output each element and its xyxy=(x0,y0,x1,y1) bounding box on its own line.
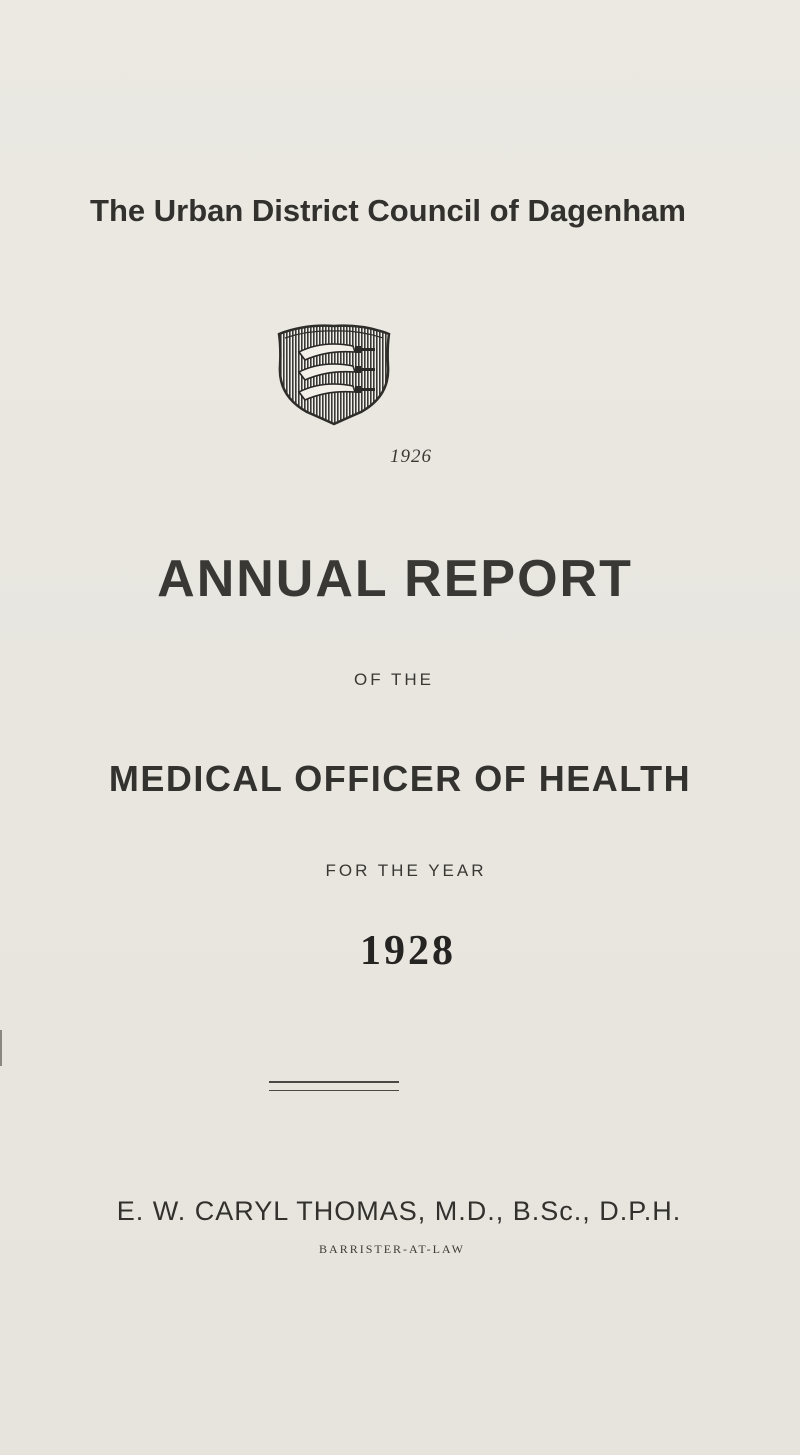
report-subject: MEDICAL OFFICER OF HEALTH xyxy=(108,758,692,799)
crest-shield-icon xyxy=(271,322,397,426)
of-the-text: OF THE xyxy=(353,670,435,689)
page-edge-mark xyxy=(0,1030,2,1066)
author-name: E. W. CARYL THOMAS, M.D., B.Sc., D.P.H. xyxy=(116,1196,682,1226)
divider-rule-bottom xyxy=(269,1090,399,1091)
divider-rule-top xyxy=(269,1081,399,1083)
council-name: The Urban District Council of Dagenham xyxy=(90,193,686,228)
report-title: ANNUAL REPORT xyxy=(157,550,633,608)
crest-year: 1926 xyxy=(390,446,432,467)
report-year: 1928 xyxy=(360,928,456,974)
for-the-year-text: FOR THE YEAR xyxy=(325,861,487,880)
author-title: BARRISTER-AT-LAW xyxy=(319,1242,465,1256)
